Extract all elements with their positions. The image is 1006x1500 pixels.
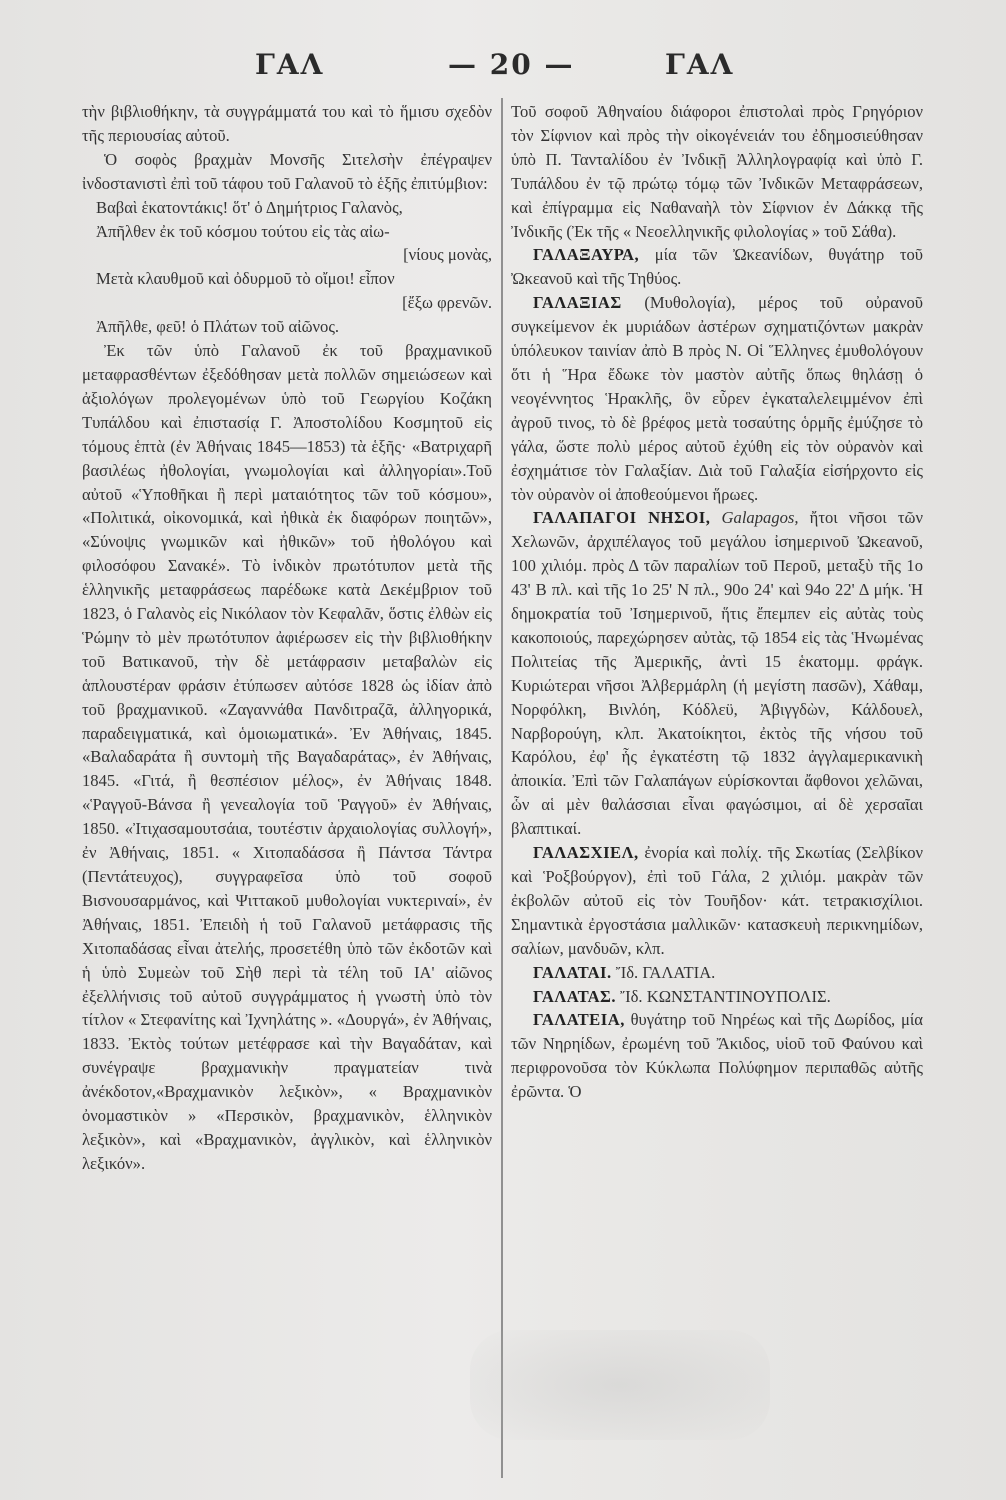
entry-latin-galapagos: Galapagos, [710,508,799,528]
column-divider [501,98,503,1478]
left-paragraph-3: Ἐκ τῶν ὑπὸ Γαλανοῦ ἐκ τοῦ βραχμανικοῦ μεταφρασθέντων ἐξεδόθησαν μετὰ πολλῶν σημειώσεων καὶ ἀξιολόγων προλεγομένων ὑπὸ τοῦ Γεωργίου Κοζάκη Τυπάλδου καὶ ἐπιστασίᾳ Γ. Ἀποστολίδου Κοσμητοῦ εἰς τόμους ἑπτὰ (ἐν Ἀθήναις 1845—1853) τὰ ἑξῆς· «Βατριχαρῆ βασιλέως ἠθολογίαι, γνωμολογίαι καὶ ἀλληγορίαι».Τοῦ αὐτοῦ «Ὑποθῆκαι ἢ περὶ ματαιότητος τῶν τοῦ κόσμου», «Πολιτικά, οἰκονομικά, καὶ ἠθικὰ ἐκ διαφόρων ποιητῶν», «Σύνοψις γνωμικῶν καὶ ἠθικῶν» τοῦ ἠθολόγου καὶ φιλοσόφου Σανακέ». Τὸ ἰνδικὸν πρωτότυπον μετὰ τῆς ἑλληνικῆς μεταφράσεως παρέδωκε κατὰ Δεκέμβριον τοῦ 1823, ὁ Γαλανὸς εἰς Νικόλαον τὸν Κεφαλᾶν, ὅστις ἐλθὼν εἰς Ῥώμην τὸ μὲν πρωτότυπον ἀφιέρωσεν εἰς τὴν βιβλιοθήκην τοῦ Βατικανοῦ, τὴν δὲ μετάφρασιν μεταβαλὼν εἰς ἁπλουστέραν φράσιν ἐτύπωσεν αὐτόσε 1828 ὡς ἰδίαν ἀπὸ τοῦ βραχμανικοῦ. «Ζαγαννάθα Πανδιτραζᾶ, ἀλληγορικά, παραδειγματικά, καὶ ὁμοιωματικά». Ἐν Ἀθήναις, 1845. «Βαλαδαράτα ἢ συντομὴ τῆς Βαγαδαράτας», ἐν Ἀθήναις, 1845. «Γιτά, ἢ θεσπέσιον μέλος», ἐν Ἀθήναις 1848. «Ῥαγγοῦ-Βάνσα ἢ γενεαλογία τοῦ Ῥαγγοῦ» ἐν Ἀθήναις, 1850. «Ἰτιχασαμουτσάια, τουτέστιν ἀρχαιολογίας συλλογή», ἐν Ἀθήναις, 1851. « Χιτοπαδάσσα ἢ Πάντσα Τάντρα (Πεντάτευχος), συγγραφεῖσα ὑπὸ τοῦ σοφοῦ Βισνουσαρμάνος, καὶ Ψιττακοῦ μυθολογίαι νυκτεριναί», ἐν Ἀθήναις, 1851. Ἐπειδὴ ἡ τοῦ Γαλανοῦ μετάφρασις τῆς Χιτοπαδάσας εἶναι ἀτελής, προσετέθη ὑπὸ τῶν ἐκδοτῶν καὶ ἡ ὑπὸ Συμεὼν τοῦ Σὴθ περὶ τὰ τέλη τοῦ ΙΑ' αἰῶνος ἐξελλήνισις τοῦ αὐτοῦ συγγράμματος ἡ γνωστὴ ὑπὸ τὸν τίτλον « Στεφανίτης καὶ Ἰχνηλάτης ». «Δουργά», ἐν Ἀθήναις, 1833. Ἐκτὸς τούτων μετέφρασε καὶ τὴν Βαγαδάταν, καὶ συνέγραψε βραχμανικὴν πραγματείαν τινὰ ἀνέκδοτον,«Βραχμανικὸν λεξικὸν», « Βραχμανικὸν ὀνομαστικὸν » «Περσικὸν, βραχμανικὸν, ἑλληνικὸν λεξικὸν», καὶ «Βραχμανικὸν, ἀγγλικὸν, καὶ ἑλληνικὸν λεξικόν». [82,341,492,1173]
epitaph-line-3: Μετὰ κλαυθμοῦ καὶ ὀδυρμοῦ τὸ οἴμοι! εἶπον [96,269,395,289]
entry-text-galatai: Ἴδ. ΓΑΛΑΤΙΑ. [611,962,716,982]
entry-galapagoi [511,506,923,841]
right-paragraph-1: Τοῦ σοφοῦ Ἀθηναίου διάφοροι ἐπιστολαὶ πρὸς Γρηγόριον τὸν Σίφνιον καὶ πρὸς τὴν οἰκογένειάν του ἐδημοσιεύθησαν ὑπὸ Π. Τανταλίδου ἐν Ἰνδικῇ Ἀλληλογραφίᾳ καὶ ὑπὸ Γ. Τυπάλδου ἐν τῷ πρώτῳ τόμῳ τῶν Ἰνδικῶν Μεταφράσεων, καὶ ἐπίγραμμα εἰς Ναθαναὴλ τὸν Σίφνιον ἐν Δάκκᾳ τῆς Ἰνδικῆς (Ἐκ τῆς « Νεοελληνικῆς φιλολογίας » τοῦ Σάθα). [511,102,923,241]
entry-galatai [511,961,923,985]
entry-text-galatas: Ἴδ. ΚΩΝΣΤΑΝΤΙΝΟΥΠΟΛΙΣ. [616,986,831,1006]
entry-term-galatas: ΓΑΛΑΤΑΣ. [533,986,617,1006]
page-header [0,48,1006,94]
entry-galateia [511,1008,923,1104]
entry-term-galatai: ΓΑΛΑΤΑΙ. [533,962,612,982]
entry-term-galaxias: ΓΑΛΑΞΙΑΣ [533,293,622,313]
epitaph-line-1: Βαβαὶ ἑκατοντάκις! ὅτ' ὁ Δημήτριος Γαλανὸς, [96,197,403,217]
entry-term-galapagoi: ΓΑΛΑΠΑΓΟΙ ΝΗΣΟΙ, [533,508,711,528]
left-paragraph-2: Ὁ σοφὸς βραχμὰν Μονσῆς Σιτελσὴν ἐπέγραψεν ἰνδοστανιστὶ ἐπὶ τοῦ τάφου τοῦ Γαλανοῦ τὸ ἑξῆς ἐπιτύμβιον: [82,149,492,193]
entry-term-galateia: ΓΑΛΑΤΕΙΑ, [533,1010,625,1030]
left-column [82,100,492,1176]
entry-text-galapagoi: ἤτοι νῆσοι τῶν Χελωνῶν, ἀρχιπέλαγος τοῦ μεγάλου ἰσημερινοῦ Ὠκεανοῦ, 100 χιλιόμ. πρὸς Δ τῶν παραλίων τοῦ Περοῦ, μεταξὺ τῆς 1ο 43' Β πλ. καὶ τῆς 1ο 25' Ν πλ., 90ο 24' καὶ 94ο 22' Δ μήκ. Ἡ δημοκρατία τοῦ Ἰσημερινοῦ, ἥτις ἔπεμπεν εἰς αὐτὰς τοὺς κακοποιούς, παρεχώρησεν αὐτὰς, τῷ 1854 εἰς τὰς Ἡνωμένας Πολιτείας τῆς Ἀμερικῆς, ἀντὶ 15 ἑκατομμ. φράγκ. Κυριώτεραι νῆσοι Ἀλβερμάρλη (ἡ μεγίστη πασῶν), Χάθαμ, Νορφόλκη, Βινλόη, Κόδλεϋ, Ἀβιγγδὼν, Κάλδουελ, Ναρβορούγη, κλπ. Ἀκατοίκητοι, ἐκτὸς τῆς νήσου τοῦ Καρόλου, ἐφ' ἧς ἐγκατέστη τῷ 1832 ἀγγλαμερικανικὴ ἀποικία. Ἐπὶ τῶν Γαλαπάγων εὑρίσκονται ἄφθονοι χελῶναι, ὧν αἱ μὲν θαλάσσιαι εἶναι φαγώσιμοι, αἱ δὲ χερσαῖαι βλαπτικαί. [511,508,923,839]
epitaph-line-4: Ἀπῆλθε, φεῦ! ὁ Πλάτων τοῦ αἰῶνος. [96,317,340,337]
entry-text-galaschiel: ἐνορία καὶ πολίχ. τῆς Σκωτίας (Σελβίκον καὶ Ῥοξβούργον), ἐπὶ τοῦ Γάλα, 2 χιλιόμ. μακρὰν τῶν ἐκβολῶν αὐτοῦ εἰς τὸν Τουῆδον· κάτ. τετρακισχίλιοι. Σημαντικὰ ἐργοστάσια μαλλικῶν· κατασκευὴ περικνημίδων, σαλίων, μανδυῶν, κλπ. [511,843,923,958]
epitaph-line-3-continued: [ἔξω φρενῶν. [402,293,492,313]
entry-galaxaura [511,243,923,291]
entry-text-galaxaura: μία τῶν Ὠκεανίδων, θυγάτηρ τοῦ Ὠκεανοῦ καὶ τῆς Τηθύος. [511,245,923,289]
entry-term-galaxaura: ΓΑΛΑΞΑΥΡΑ, [533,245,640,265]
watermark-smudge [470,1330,770,1440]
right-column [511,100,923,1104]
epitaph-line-2: Ἀπῆλθεν ἐκ τοῦ κόσμου τούτου εἰς τὰς αἰω- [96,221,390,241]
entry-galatas [511,985,923,1009]
entry-galaxias [511,291,923,506]
epitaph-line-2-continued: [νίους μονὰς, [403,245,492,265]
left-paragraph-1: τὴν βιβλιοθήκην, τὰ συγγράμματά του καὶ τὸ ἥμισυ σχεδὸν τῆς περιουσίας αὐτοῦ. [82,102,492,145]
entry-text-galateia: θυγάτηρ τοῦ Νηρέως καὶ τῆς Δωρίδος, μία τῶν Νηρηίδων, ἐρωμένη τοῦ Ἄκιδος, υἱοῦ τοῦ Φαύνου καὶ περιφρονοῦσα τὸν Κύκλωπα Πολύφημον περιπαθῶς αὐτῆς ἐρῶντα. Ὁ [511,1010,923,1102]
entry-text-galaxias: (Μυθολογία), μέρος τοῦ οὐρανοῦ συγκείμενον ἐκ μυριάδων ἀστέρων σχηματιζόντων μακρὰν ὑπόλευκον ταινίαν ἀπὸ Β πρὸς Ν. Οἱ Ἕλληνες ἐμυθολόγουν ὅτι ἡ Ἥρα ἔδωκε τὸν μαστὸν αὐτῆς ὅπως θηλάσῃ ὁ νεογέννητος Ἡρακλῆς, ὃν εὗρεν ἐγκαταλελειμμένον ἐπὶ ἀγροῦ τινος, τὸ δὲ βρέφος μετὰ τοσαύτης ὁρμῆς ἐμύζησε τὸ γάλα, ὥστε πολὺ μέρος αὐτοῦ ἐχύθη εἰς τὸν οὐρανὸν καὶ ἐσχημάτισε τὸν Γαλαξίαν. Διὰ τοῦ Γαλαξία εἰσήρχοντο εἰς τὸν οὐρανὸν οἱ ἀποθεούμενοι ἥρωες. [511,293,923,504]
entry-galaschiel [511,841,923,961]
header-left-guideword: ΓΑΛ [255,48,325,81]
entry-term-galaschiel: ΓΑΛΑΣΧΙΕΛ, [533,843,639,863]
header-right-guideword: ΓΑΛ [665,48,735,81]
page-number: — 20 — [448,48,575,81]
